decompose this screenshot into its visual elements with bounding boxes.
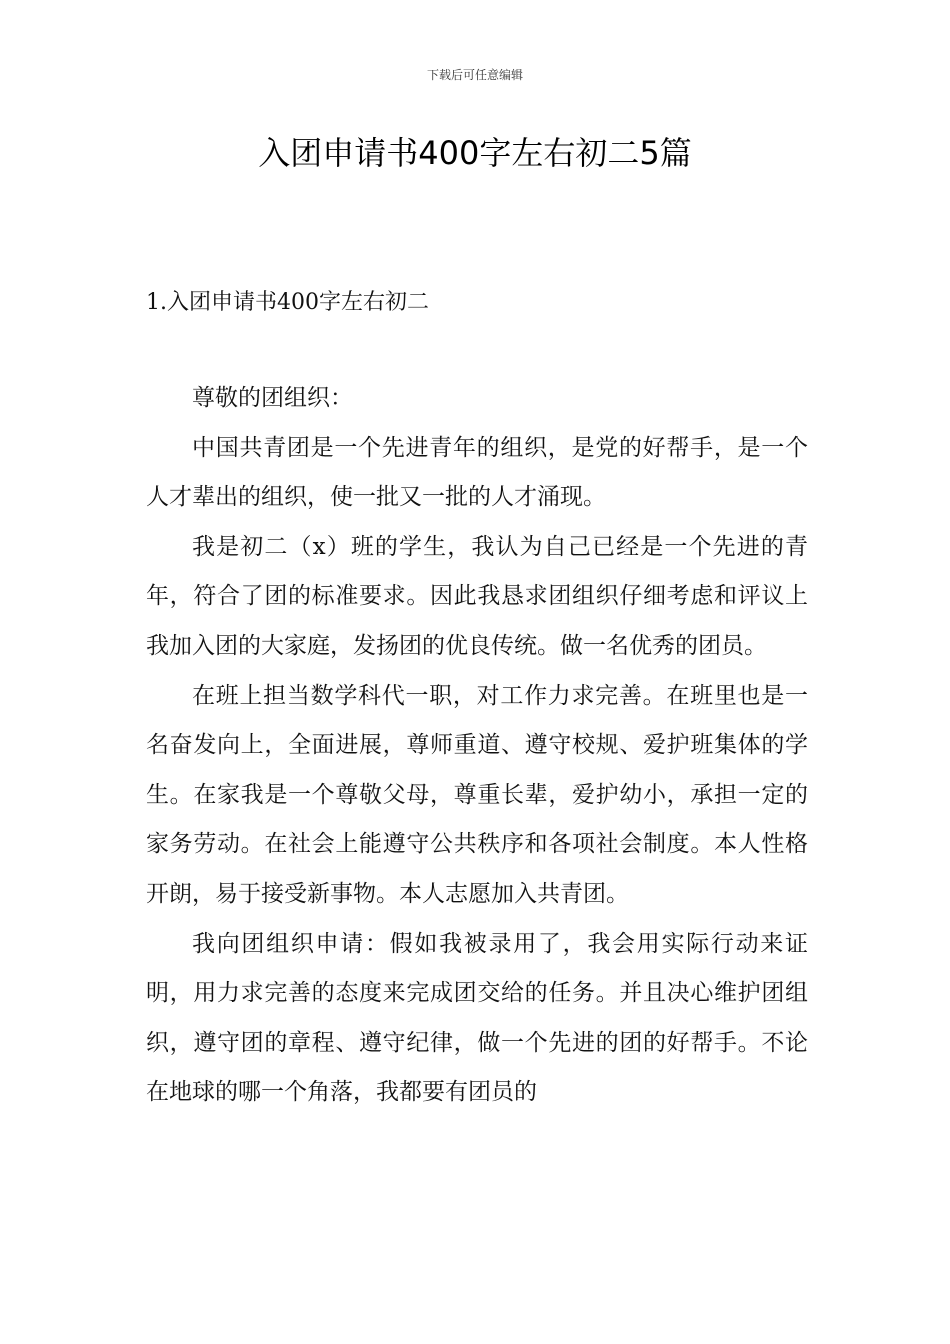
- paragraph: 在班上担当数学科代一职，对工作力求完善。在班里也是一名奋发向上，全面进展，尊师重道、遵守校规、爱护班集体的学生。在家我是一个尊敬父母，尊重长辈，爱护幼小，承担一定的家务劳动。在社会上能遵守公共秩序和各项社会制度。本人性格开朗，易于接受新事物。本人志愿加入共青团。: [146, 682, 808, 907]
- salutation: 尊敬的团组织：: [192, 385, 353, 411]
- paragraph: 中国共青团是一个先进青年的组织，是党的好帮手，是一个人才辈出的组织，使一批又一批的人才涌现。: [146, 434, 808, 511]
- header-note: 下载后可任意编辑: [426, 68, 523, 82]
- document-body: [146, 374, 808, 1118]
- document-title: 入团申请书400字左右初二5篇: [258, 134, 692, 172]
- section-heading: 1.入团申请书400字左右初二: [146, 290, 429, 315]
- paragraph: 我是初二（x）班的学生，我认为自己已经是一个先进的青年，符合了团的标准要求。因此我恳求团组织仔细考虑和评议上我加入团的大家庭，发扬团的优良传统。做一名优秀的团员。: [146, 533, 808, 659]
- paragraph: 我向团组织申请：假如我被录用了，我会用实际行动来证明，用力求完善的态度来完成团交给的任务。并且决心维护团组织，遵守团的章程、遵守纪律，做一个先进的团的好帮手。不论在地球的哪一个角落，我都要有团员的: [146, 930, 808, 1106]
